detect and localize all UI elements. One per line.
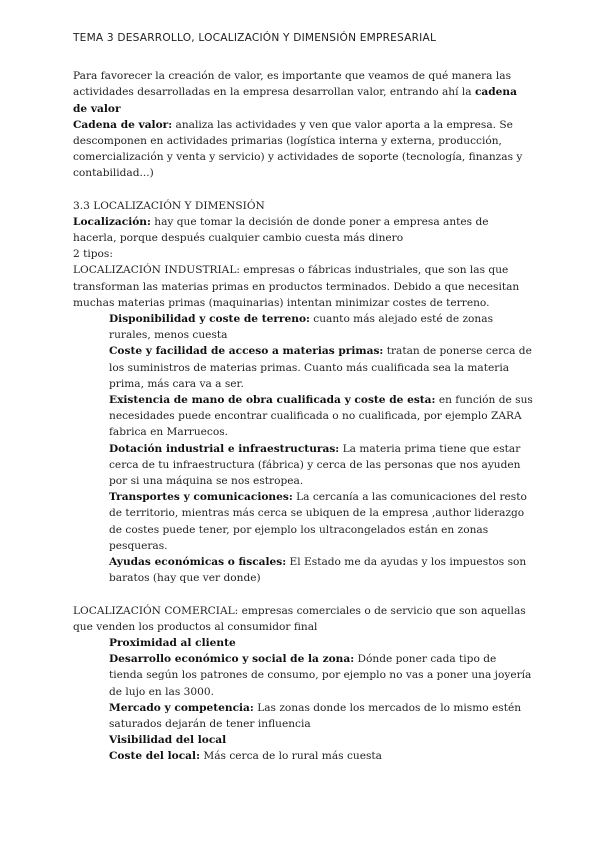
item-text: La materia prima tiene que estar cerca de tu infraestructura (fábrica) y cerca de las personas que nos ayuden por si una máquina se nos estropea. — [109, 442, 521, 488]
industrial-item — [73, 311, 533, 343]
industrial-intro: LOCALIZACIÓN INDUSTRIAL: empresas o fábricas industriales, que son las que transforman las materias primas en productos terminados. Debido a que necesitan muchas materias primas (maquinarias) intentan minimizar costes de terreno. — [73, 264, 520, 309]
industrial-item — [73, 392, 533, 441]
item-term: Transportes y comunicaciones: — [109, 491, 293, 504]
document-page — [73, 30, 533, 765]
localizacion-text: hay que tomar la decisión de donde poner a empresa antes de hacerla, porque después cualquier cambio cuesta más dinero — [73, 215, 489, 245]
comercial-item — [73, 651, 533, 700]
comercial-intro: LOCALIZACIÓN COMERCIAL: empresas comerciales o de servicio que son aquellas que venden los productos al consumidor final — [73, 604, 526, 633]
item-text: La cercanía a las comunicaciones del resto de territorio, mientras más cerca se ubiquen de la empresa ,author liderazgo de costes puede tener, por ejemplo los ultracongelados están en zonas pesqueras. — [109, 491, 527, 552]
item-term: Proximidad al cliente — [109, 636, 236, 649]
industrial-item — [73, 441, 533, 490]
item-text: en función de sus necesidades puede encontrar cualificada o no cualificada, por ejemplo ZARA fabrica en Marruecos. — [109, 394, 533, 439]
industrial-list — [73, 311, 533, 343]
item-term: Existencia de mano de obra cualificada y coste de esta: — [109, 394, 436, 407]
item-term: Ayudas económicas o fiscales: — [109, 556, 287, 569]
intro-paragraph — [73, 68, 533, 117]
item-text: tratan de ponerse cerca de los suministros de materias primas. Cuanto más cualificada sea la materia prima, más cara va a ser. — [109, 345, 532, 390]
industrial-item — [73, 343, 533, 392]
section-heading: 3.3 LOCALIZACIÓN Y DIMENSIÓN — [73, 199, 265, 212]
item-text: Dónde poner cada tipo de tienda según los patrones de consumo, por ejemplo no vas a poner una joyería de lujo en las 3000. — [109, 653, 532, 698]
tipos-line: 2 tipos: — [73, 248, 113, 261]
industrial-item — [73, 554, 533, 586]
cadena-term: Cadena de valor: — [73, 118, 173, 131]
industrial-item — [73, 489, 533, 554]
item-term: Disponibilidad y coste de terreno: — [109, 313, 310, 326]
comercial-item — [73, 748, 533, 764]
intro-text: Para favorecer la creación de valor, es importante que veamos de qué manera las actividades desarrolladas en la empresa desarrollan valor, entrando ahí la — [73, 70, 512, 99]
cadena-paragraph — [73, 117, 533, 182]
document-title: TEMA 3 DESARROLLO, LOCALIZACIÓN Y DIMENSIÓN EMPRESARIAL — [73, 32, 437, 44]
item-term: Dotación industrial e infraestructuras: — [109, 442, 340, 455]
item-text: Las zonas donde los mercados de lo mismo estén saturados dejarán de tener influencia — [109, 701, 522, 730]
item-term: Mercado y competencia: — [109, 701, 254, 714]
localizacion-paragraph — [73, 214, 533, 246]
localizacion-term: Localización: — [73, 215, 151, 228]
cadena-text: analiza las actividades y ven que valor aporta a la empresa. Se descomponen en actividades primarias (logística interna y externa, producción, comercialización y venta y servicio) y actividades de soporte (tecnología, finanzas y contabilidad...) — [73, 118, 523, 180]
comercial-item — [73, 732, 533, 748]
comercial-item — [73, 700, 533, 732]
intro-bold-term: cadena de valor — [73, 86, 517, 115]
comercial-item — [73, 635, 533, 651]
item-text: cuanto más alejado esté de zonas rurales, menos cuesta — [109, 313, 494, 342]
item-text: Más cerca de lo rural más cuesta — [199, 750, 382, 763]
item-text: El Estado me da ayudas y los impuestos son baratos (hay que ver donde) — [109, 556, 527, 585]
item-term: Coste del local: — [109, 750, 200, 763]
item-term: Visibilidad del local — [109, 734, 227, 747]
item-term: Desarrollo económico y social de la zona: — [109, 653, 355, 666]
item-term: Coste y facilidad de acceso a materias primas: — [109, 345, 384, 358]
